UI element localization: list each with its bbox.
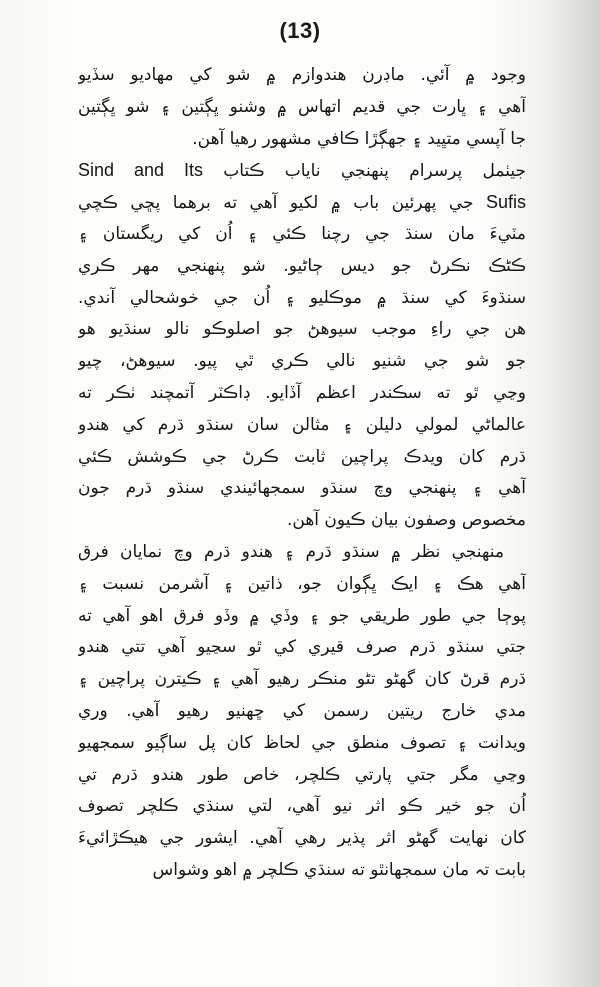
text-line: اُن جو خير ڪو اثر نيو آهي، لتي سنڌي ڪلچر تصوف (78, 796, 526, 817)
text-segment: جي پهرئين باب ۾ لکيو آهي ته برهما پڇي ڪچي (78, 193, 474, 214)
text-segment: جيٺمل پرسرام پنهنجي ناياب ڪتاب (223, 161, 526, 182)
text-line: جا آپسي متڀيد ۽ جهڳڙا ڪافي مشهور رهيا آهن. (192, 128, 526, 149)
text-line: آهي هڪ ۽ ايڪ ڀڳوان جو، ذاتين ۽ آشرمن نسبت ۽ (78, 573, 526, 594)
text-line: وڃي مگر جتي پارتي ڪلچر، خاص طور هندو ڌرم تي (78, 764, 526, 785)
text-line: هن جي راءِ موجب سيوهڻ جو اصلوڪو نالو سنڌيو هو (78, 319, 526, 340)
text-line: ڌرم کان ويدڪ پراچين ثابت ڪرڻ جي ڪوشش ڪئي (78, 446, 526, 467)
book-title-fragment: Sufis (485, 192, 526, 213)
body-text (78, 60, 526, 887)
text-line: وڃي ٿو ته سڪندر اعظم آڏايو. ڊاڪٽر آتمچند ٺڪر ته (78, 382, 526, 403)
text-line: سنڌوءَ کي سنڌ ۾ موڪليو ۽ اُن جي خوشحالي آندي. (78, 287, 526, 308)
text-line: عالماڻي لمولي دليلن ۽ مثالن سان سنڌو ڌرم کي هندو (78, 414, 526, 435)
text-line: ڌرم قرڻ کان گهڻو تڻو منڪر رهيو آهي ۽ ڪيترن پراچين ۽ (78, 669, 526, 690)
text-line: ڪڻڪ نڪرڻ جو ديس ڄاڻيو. شو پنهنجي مهر ڪري (78, 255, 526, 276)
text-line: آهي ۽ ڀارت جي قديم اتهاس ۾ وشنو ڀڳتين ۽ شو ڀڳتين (78, 96, 526, 117)
text-line: جتي سنڌو ڌرم صرف قيري کي ٿو سڃيو آهي تتي هندو (78, 637, 526, 658)
text-line: بابت تہ مان سمجهانٿو ته سنڌي ڪلچر ۾ اهو وشواس (152, 859, 526, 880)
text-line: مٽيءَ مان سنڌ جي رچنا ڪئي ۽ اُن کي ريگستان ۽ (78, 223, 526, 244)
text-line: آهي ۽ پنهنجي وچ سنڌو سمجهائيندي سنڌو ڌرم جون (78, 478, 526, 499)
text-line: پوڄا جي طور طريقي جو ۽ وڏي ۾ وڏو فرق اهو آهي ته (78, 605, 526, 626)
text-line: کان نهايت گهڻو اثر پذير رهي آهي. ايشور جي هيڪڙائيءَ (78, 828, 526, 849)
text-line (78, 155, 526, 187)
book-title-fragment: Sind and Its (78, 160, 203, 181)
text-line: مخصوص وصفون بيان ڪيون آهن. (287, 510, 526, 531)
page-bottom-margin (0, 920, 600, 987)
text-line: ويدانت ۽ تصوف منطق جي لحاظ کان پل ساڳيو سمجهيو (78, 732, 526, 753)
text-line: وجود ۾ آئي. ماڊرن هندوازم ۾ شو کي مهاديو سڏيو (78, 65, 526, 85)
text-line (78, 187, 526, 219)
text-line: جو شو جي شنيو نالي ڪري ٿي پيو. سيوهڻ، چيو (78, 351, 526, 372)
text-line: مدي خارج ريتين رسمن کي ڇهنيو رهيو آهي. وري (78, 700, 526, 721)
text-line: منهنجي نظر ۾ سنڌو ڌرم ۽ هندو ڌرم وچ نمايان فرق (78, 541, 504, 562)
page-number: (13) (279, 18, 321, 43)
